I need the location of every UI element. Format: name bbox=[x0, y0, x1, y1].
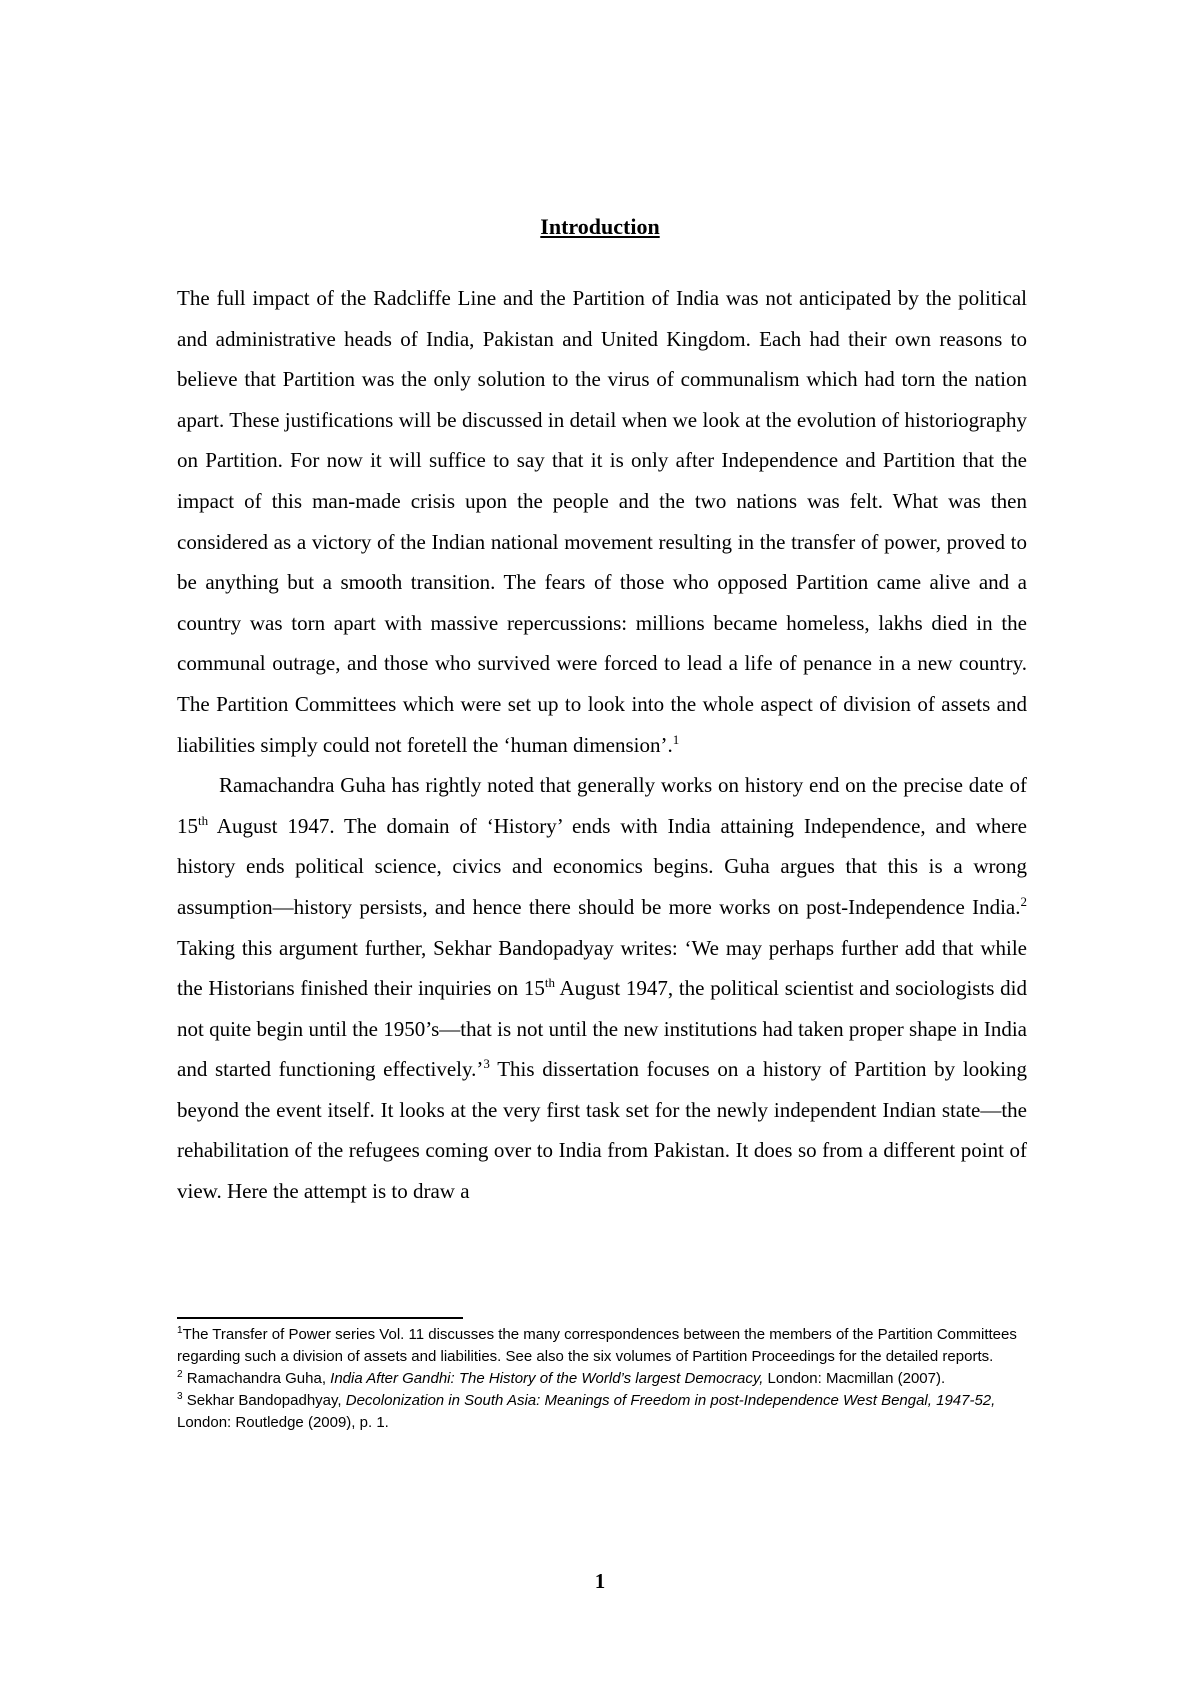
footnote-ref-1: 1 bbox=[672, 731, 680, 747]
paragraph-2-segment: Taking this argument further, Sekhar Bandopadyay writes: ‘We may perhaps further add that while the Historians finished their inquiries on 15 bbox=[177, 935, 1027, 1001]
body-text bbox=[177, 278, 1027, 1212]
section-title: Introduction bbox=[540, 214, 660, 239]
paragraph-2-segment: This dissertation focuses on a history of Partition by looking beyond the event itself. It looks at the very first task set for the newly independent Indian state—the rehabilitation of the refugees coming over to India from Pakistan. It does so from a different point of view. Here the attempt is to draw a bbox=[177, 1057, 1028, 1204]
footnote-text: Ramachandra Guha, bbox=[186, 1370, 331, 1387]
footnote-3 bbox=[177, 1390, 1027, 1434]
footnote-book-title: India After Gandhi: The History of the World’s largest Democracy, bbox=[330, 1370, 764, 1387]
footnote-number: 1 bbox=[177, 1325, 183, 1336]
footnote-number: 2 bbox=[177, 1369, 183, 1380]
ordinal-suffix: th bbox=[198, 812, 209, 828]
footnote-number: 3 bbox=[177, 1391, 183, 1402]
page-number: 1 bbox=[594, 1569, 606, 1593]
footnote-book-title: Decolonization in South Asia: Meanings of Freedom in post-Independence West Bengal, 1947-52, bbox=[345, 1392, 996, 1409]
footnotes bbox=[177, 1324, 1027, 1434]
footnote-ref-2: 2 bbox=[1020, 893, 1027, 909]
footnote-text: London: Routledge (2009), p. 1. bbox=[177, 1414, 389, 1431]
footnote-text: The Transfer of Power series Vol. 11 discusses the many correspondences between the members of the Partition Committees regarding such a division of assets and liabilities. See also the six volumes of Partition Proceedings for the detailed reports. bbox=[177, 1326, 1017, 1365]
paragraph-1-text: The full impact of the Radcliffe Line and the Partition of India was not anticipated by the political and administrative heads of India, Pakistan and United Kingdom. Each had their own reasons to believe that Partition was the only solution to the virus of communalism which had torn the nation apart. These justifications will be discussed in detail when we look at the evolution of historiography on Partition. For now it will suffice to say that it is only after Independence and Partition that the impact of this man-made crisis upon the people and the two nations was felt. What was then considered as a victory of the Indian national movement resulting in the transfer of power, proved to be anything but a smooth transition. The fears of those who opposed Partition came alive and a country was torn apart with massive repercussions: millions became homeless, lakhs died in the communal outrage, and those who survived were forced to lead a life of penance in a new country. The Partition Committees which were set up to look into the whole aspect of division of assets and liabilities simply could not foretell the ‘human dimension’. bbox=[177, 286, 1027, 757]
paragraph-1 bbox=[177, 278, 1027, 765]
paragraph-2-segment: August 1947, the political scientist and sociologists did not quite begin until the 1950’s—that is not until the new institutions had taken proper shape in India and started functioning effectively.’ bbox=[177, 976, 1027, 1082]
ordinal-suffix: th bbox=[544, 975, 555, 991]
paragraph-2-segment: August 1947. The domain of ‘History’ ends with India attaining Independence, and where history ends political science, civics and economics begins. Guha argues that this is a wrong assumption—history persists, and hence there should be more works on post-Independence India. bbox=[177, 813, 1027, 919]
footnote-text: Sekhar Bandopadhyay, bbox=[186, 1392, 346, 1409]
paragraph-2-segment: Ramachandra Guha has rightly noted that generally works on history end on the precise date of 15 bbox=[177, 773, 1027, 838]
footnote-2 bbox=[177, 1368, 1027, 1390]
footnote-ref-3: 3 bbox=[483, 1056, 490, 1072]
footnote-separator bbox=[177, 1317, 463, 1319]
paragraph-2 bbox=[177, 765, 1027, 1212]
footnote-text: London: Macmillan (2007). bbox=[763, 1370, 946, 1387]
footnote-1 bbox=[177, 1324, 1027, 1368]
